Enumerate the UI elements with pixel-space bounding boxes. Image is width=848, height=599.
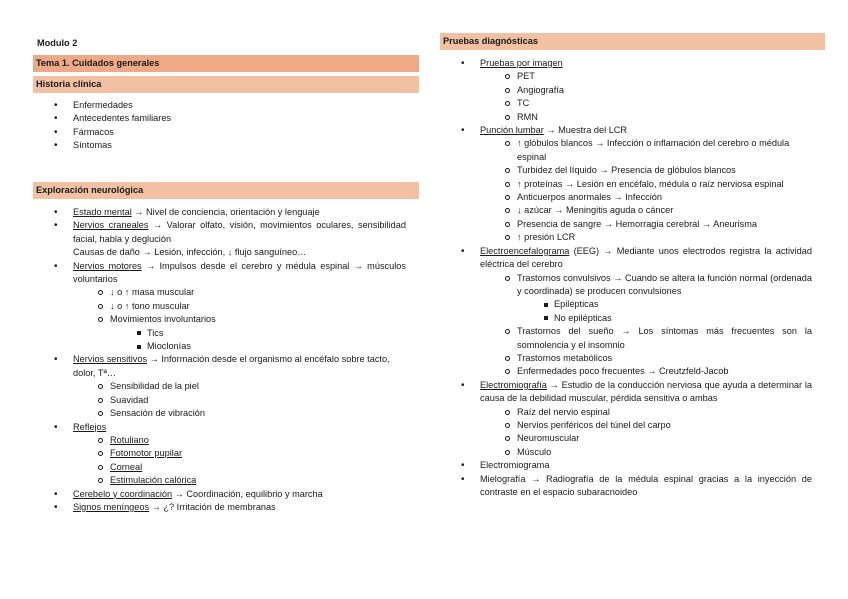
mielografia-item: • Mielografía → Radiografía de la médula espinal gracias a la inyección de contraste en el espacio subaracnoideo — [440, 473, 812, 500]
reflejos-term: Reflejos — [73, 421, 107, 432]
electromiograma-item: • Electromiograma — [440, 459, 812, 472]
list-item: Músculo — [480, 446, 812, 459]
list-item: ↓ o ↑ tono muscular — [73, 300, 406, 313]
list-item: • Fármacos — [33, 126, 419, 139]
nervios-craneales-item: • Nervios craneales → Valorar olfato, visión, movimientos oculares, sensibilidad facial, habla y deglución Causas de daño → Lesión, infección, ↓ flujo sanguíneo… — [33, 219, 406, 259]
list-item: Movimientos involuntarios Tics Mioclonías — [73, 313, 406, 353]
list-item: Raíz del nervio espinal — [480, 406, 812, 419]
list-item: Suavidad — [73, 394, 406, 407]
list-item: RMN — [480, 111, 812, 124]
list-item: Mioclonías — [110, 340, 406, 353]
list-item: Enfermedades poco frecuentes → Creutzfeld-Jacob — [480, 365, 812, 378]
emg-item: • Electromiografía → Estudio de la conducción nerviosa que ayuda a determinar la causa de la debilidad muscular, pérdida sensitiva o ambas Raíz del nervio espinal Nervios periféricos del túnel del carpo Neuromuscular Músculo — [440, 379, 812, 459]
tema-header: Tema 1. Cuidados generales — [33, 55, 419, 72]
list-item: ↓ azúcar → Meningitis aguda o cáncer — [480, 204, 812, 217]
list-item: TC — [480, 97, 812, 110]
list-item: Anticuerpos anormales → Infección — [480, 191, 812, 204]
list-item: Estimulación calórica — [73, 474, 406, 487]
imagen-term: Pruebas por imagen — [480, 58, 563, 68]
eeg-term: Electroencefalograma — [480, 245, 570, 256]
list-item: Turbidez del líquido → Presencia de glóbulos blancos — [480, 164, 812, 177]
signos-item: • Signos meníngeos → ¿? Irritación de membranas — [33, 501, 406, 514]
list-item: ↑ glóbulos blancos → Infección o inflamación del cerebro o médula espinal — [480, 137, 812, 164]
exploracion-list — [33, 206, 406, 514]
eeg-item: • Electroencefalograma (EEG) → Mediante unos electrodos registra la actividad eléctrica del cerebro Trastornos convulsivos → Cuando se altera la función normal (ordenada y coordinada) se producen convulsiones Epilépticas No epilépticas Trastornos del sueño → Los síntomas más frecuentes son la somnolencia y el insomnio Trastornos metabólicos Enfermedades poco frecuentes → Creutzfeld-Jacob — [440, 245, 812, 379]
nervios-sensitivos-term: Nervios sensitivos — [73, 354, 148, 365]
pruebas-header: Pruebas diagnósticas — [440, 33, 825, 50]
list-item: ↓ o ↑ masa muscular — [73, 286, 406, 299]
estado-mental-term: Estado mental — [73, 207, 132, 217]
nervios-motores-item: • Nervios motores → Impulsos desde el cerebro y médula espinal → músculos voluntarios ↓ o ↑ masa muscular ↓ o ↑ tono muscular Movimientos involuntarios Tics Mioclonías — [33, 260, 406, 354]
cerebelo-term: Cerebelo y coordinación — [73, 488, 173, 499]
pruebas-list — [440, 57, 812, 499]
nervios-craneales-term: Nervios craneales — [73, 220, 149, 231]
page-title: Modulo 2 — [37, 38, 78, 48]
list-item: ↑ proteínas → Lesión en encéfalo, médula o raíz nerviosa espinal — [480, 178, 812, 191]
list-item: PET — [480, 70, 812, 83]
historia-header: Historia clínica — [33, 76, 419, 93]
reflejos-item — [33, 421, 406, 488]
list-item: • Enfermedades — [33, 99, 419, 112]
list-item: ↑ presión LCR — [480, 231, 812, 244]
list-item: Sensibilidad de la piel — [73, 380, 406, 393]
nervios-motores-term: Nervios motores — [73, 260, 142, 271]
list-item: No epilépticas — [517, 312, 812, 325]
list-item: Rotuliano — [73, 434, 406, 447]
list-item: Sensación de vibración — [73, 407, 406, 420]
historia-list — [33, 99, 419, 153]
list-item: Trastornos metabólicos — [480, 352, 812, 365]
exploracion-header: Exploración neurológica — [33, 182, 419, 199]
causas-dano: Causas de daño → Lesión, infección, ↓ flujo sanguíneo… — [73, 247, 307, 258]
list-item: Nervios periféricos del túnel del carpo — [480, 419, 812, 432]
nervios-sensitivos-item: • Nervios sensitivos → Información desde el organismo al encéfalo sobre tacto, dolor, Tª… Sensibilidad de la piel Suavidad Sensación de vibración — [33, 353, 406, 420]
puncion-item: • Punción lumbar → Muestra del LCR ↑ glóbulos blancos → Infección o inflamación del cerebro o médula espinal Turbidez del líquido → Presencia de glóbulos blancos ↑ proteínas → Lesión en encéfalo, médula o raíz nerviosa espinal Anticuerpos anormales → Infección ↓ azúcar → Meningitis aguda o cáncer Presencia de sangre → Hemorragia cerebral → Aneurisma ↑ presión LCR — [440, 124, 812, 245]
list-item: Corneal — [73, 461, 406, 474]
list-item: • Síntomas — [33, 139, 419, 152]
list-item: Fotomotor pupilar — [73, 447, 406, 460]
list-item: Angiografía — [480, 84, 812, 97]
puncion-term: Punción lumbar — [480, 125, 544, 136]
emg-term: Electromiografía — [480, 379, 547, 390]
list-item: Epilépticas — [517, 298, 812, 311]
signos-term: Signos meníngeos — [73, 501, 150, 512]
list-item: Trastornos convulsivos → Cuando se altera la función normal (ordenada y coordinada) se producen convulsiones Epilépticas No epilépticas — [480, 272, 812, 326]
list-item: • Antecedentes familiares — [33, 112, 419, 125]
estado-mental-item: • Estado mental → Nivel de conciencia, orientación y lenguaje — [33, 206, 406, 219]
list-item: Neuromuscular — [480, 432, 812, 445]
list-item: Trastornos del sueño → Los síntomas más frecuentes son la somnolencia y el insomnio — [480, 325, 812, 352]
list-item: Tics — [110, 327, 406, 340]
cerebelo-item: • Cerebelo y coordinación → Coordinación, equilibrio y marcha — [33, 488, 406, 501]
imagen-item — [440, 57, 812, 124]
list-item: Presencia de sangre → Hemorragia cerebral → Aneurisma — [480, 218, 812, 231]
